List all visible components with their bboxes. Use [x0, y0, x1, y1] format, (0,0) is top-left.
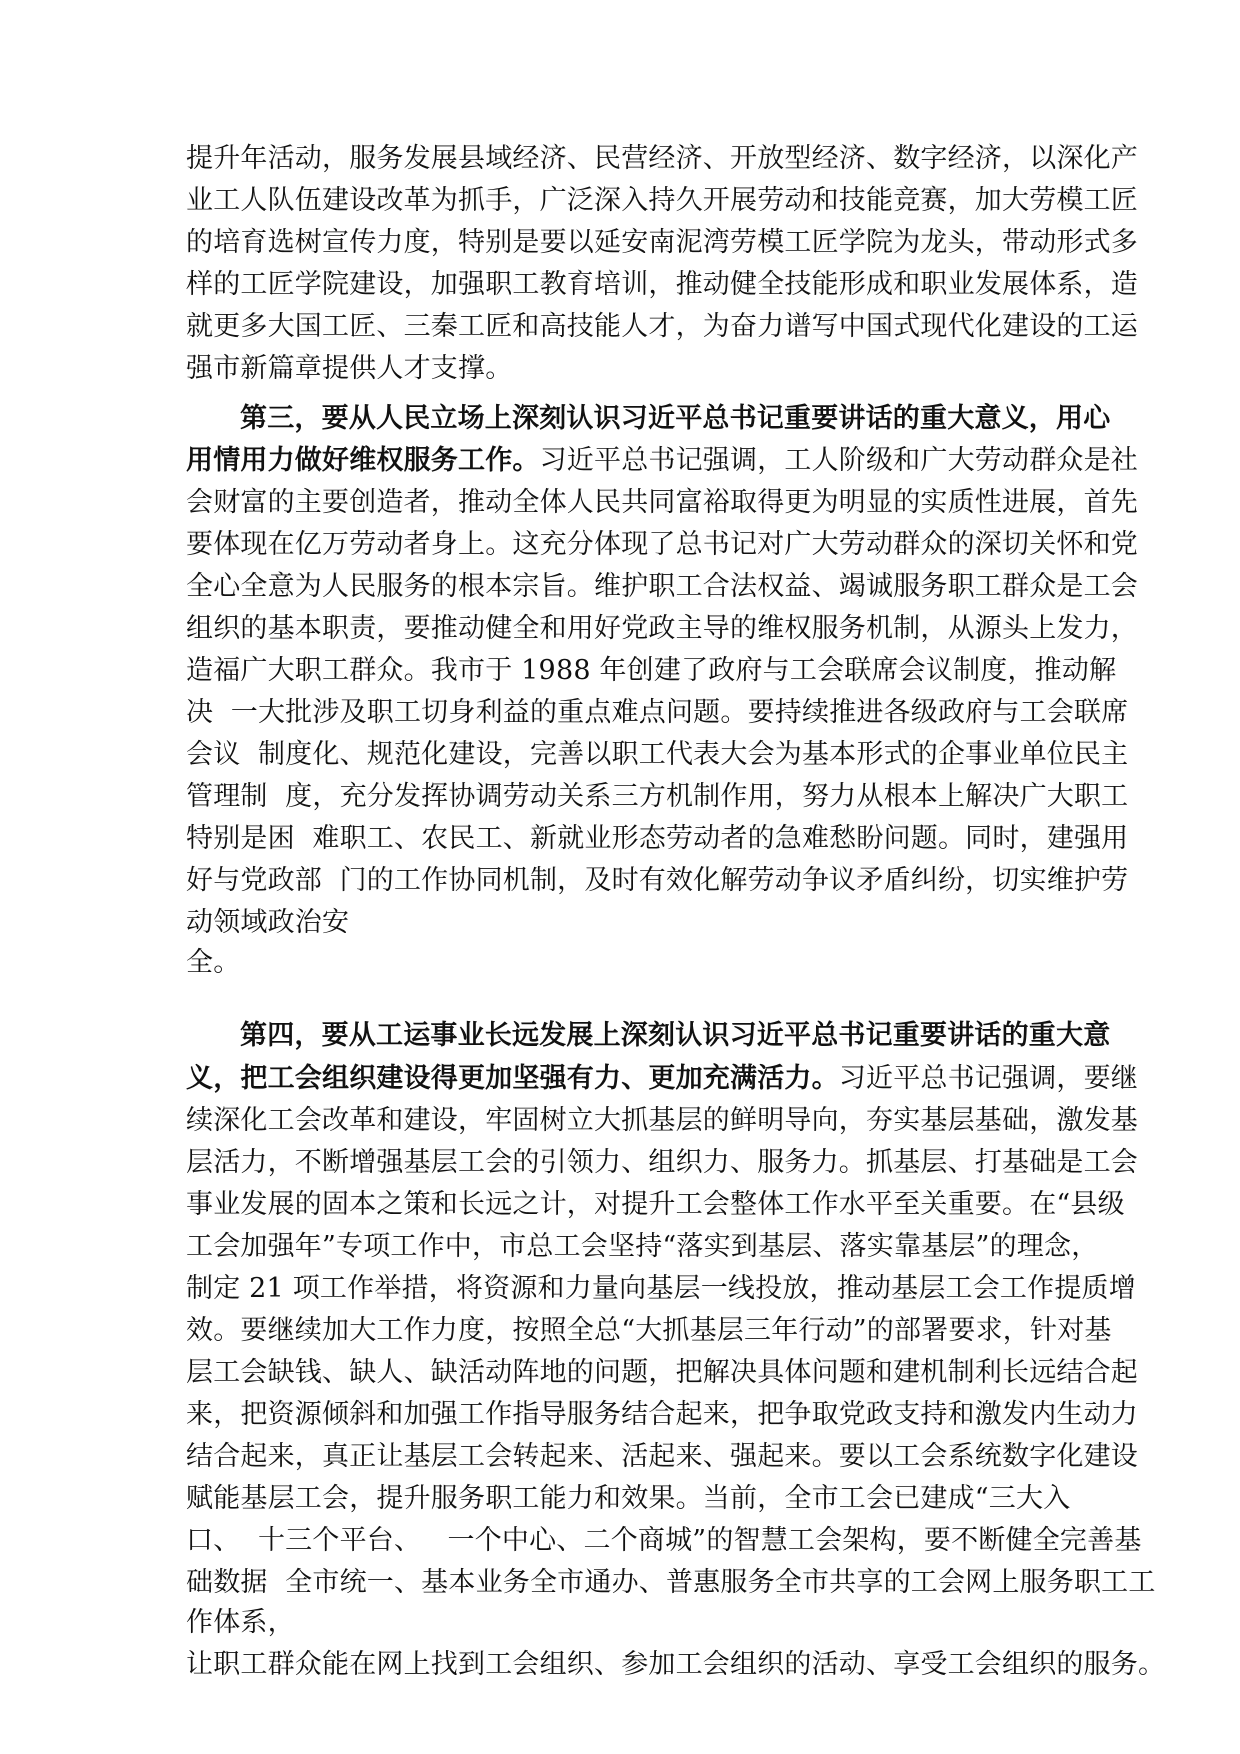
p2-line-7: 造福广大职工群众。我市于 1988 年创建了政府与工会联席会议制度，推动解 — [186, 655, 1117, 686]
p3-line-10: 来，把资源倾斜和加强工作指导服务结合起来，把争取党政支持和激发内生动力 — [186, 1399, 1138, 1430]
p2-line-10: 管理制 度，充分发挥协调劳动关系三方机制作用，努力从根本上解决广大职工 — [186, 781, 1129, 812]
p2-line-14: 全。 — [186, 947, 241, 978]
p3-heading-line-2: 义，把工会组织建设得更加坚强有力、更加充满活力。 — [186, 1063, 839, 1094]
p2-line-13: 动领域政治安 — [186, 907, 350, 938]
p1-line-5: 就更多大国工匠、三秦工匠和高技能人才，为奋力谱写中国式现代化建设的工运 — [186, 311, 1138, 342]
p2-line-9: 会议 制度化、规范化建设，完善以职工代表大会为基本形式的企事业单位民主 — [186, 739, 1129, 770]
p3-line-2 — [186, 1062, 1138, 1096]
p2-line-2 — [186, 444, 1138, 478]
p1-line-6: 强市新篇章提供人才支撑。 — [186, 353, 513, 384]
p3-line-14: 础数据 全市统一、基本业务全市通办、普惠服务全市共享的工会网上服务职工工 — [186, 1567, 1156, 1598]
p3-line-5: 事业发展的固本之策和长远之计，对提升工会整体工作水平至关重要。在“县级 — [186, 1189, 1125, 1220]
p2-line-5: 全心全意为人民服务的根本宗旨。维护职工合法权益、竭诚服务职工群众是工会 — [186, 571, 1138, 602]
p3-heading-line-1: 第四，要从工运事业长远发展上深刻认识习近平总书记重要讲话的重大意 — [240, 1020, 1111, 1051]
p3-line-11: 结合起来，真正让基层工会转起来、活起来、强起来。要以工会系统数字化建设 — [186, 1441, 1138, 1472]
p1-line-3: 的培育选树宣传力度，特别是要以延安南泥湾劳模工匠学院为龙头，带动形式多 — [186, 227, 1138, 258]
p3-line-6: 工会加强年”专项工作中，市总工会坚持“落实到基层、落实靠基层”的理念， — [186, 1231, 1099, 1262]
p3-line-16: 让职工群众能在网上找到工会组织、参加工会组织的活动、享受工会组织的服务。 — [186, 1649, 1166, 1680]
p2-heading-line-2: 用情用力做好维权服务工作。 — [186, 445, 540, 476]
p2-line-4: 要体现在亿万劳动者身上。这充分体现了总书记对广大劳动群众的深切关怀和党 — [186, 529, 1138, 560]
p1-line-1: 提升年活动，服务发展县域经济、民营经济、开放型经济、数字经济，以深化产 — [186, 143, 1138, 174]
p3-line-3: 续深化工会改革和建设，牢固树立大抓基层的鲜明导向，夯实基层基础，激发基 — [186, 1105, 1138, 1136]
p2-line-2-rest: 习近平总书记强调，工人阶级和广大劳动群众是社 — [539, 445, 1139, 476]
p1-line-2: 业工人队伍建设改革为抓手，广泛深入持久开展劳动和技能竞赛，加大劳模工匠 — [186, 185, 1138, 216]
p3-line-9: 层工会缺钱、缺人、缺活动阵地的问题，把解决具体问题和建机制利长远结合起 — [186, 1357, 1138, 1388]
p1-line-4: 样的工匠学院建设，加强职工教育培训，推动健全技能形成和职业发展体系，造 — [186, 269, 1138, 300]
p3-line-8: 效。要继续加大工作力度，按照全总“大抓基层三年行动”的部署要求，针对基 — [186, 1315, 1112, 1346]
p3-line-7: 制定 21 项工作举措，将资源和力量向基层一线投放，推动基层工会工作提质增 — [186, 1273, 1136, 1304]
p2-line-6: 组织的基本职责，要推动健全和用好党政主导的维权服务机制，从源头上发力， — [186, 613, 1138, 644]
p3-line-4: 层活力，不断增强基层工会的引领力、组织力、服务力。抓基层、打基础是工会 — [186, 1147, 1138, 1178]
p3-line-2-rest: 习近平总书记强调，要继 — [838, 1063, 1139, 1094]
p2-heading-line-1: 第三，要从人民立场上深刻认识习近平总书记重要讲话的重大意义，用心 — [240, 403, 1111, 434]
p3-line-15: 作体系， — [186, 1607, 295, 1638]
p2-line-11: 特别是困 难职工、农民工、新就业形态劳动者的急难愁盼问题。同时，建强用 — [186, 823, 1129, 854]
p2-line-12: 好与党政部 门的工作协同机制，及时有效化解劳动争议矛盾纠纷，切实维护劳 — [186, 865, 1129, 896]
p3-line-13: 口、 十三个平台、 一个中心、二个商城”的智慧工会架构，要不断健全完善基 — [186, 1525, 1142, 1556]
p2-line-3: 会财富的主要创造者，推动全体人民共同富裕取得更为明显的实质性进展，首先 — [186, 487, 1138, 518]
p3-line-12: 赋能基层工会，提升服务职工能力和效果。当前，全市工会已建成“三大入 — [186, 1483, 1071, 1514]
p2-line-8: 决 一大批涉及职工切身利益的重点难点问题。要持续推进各级政府与工会联席 — [186, 697, 1129, 728]
